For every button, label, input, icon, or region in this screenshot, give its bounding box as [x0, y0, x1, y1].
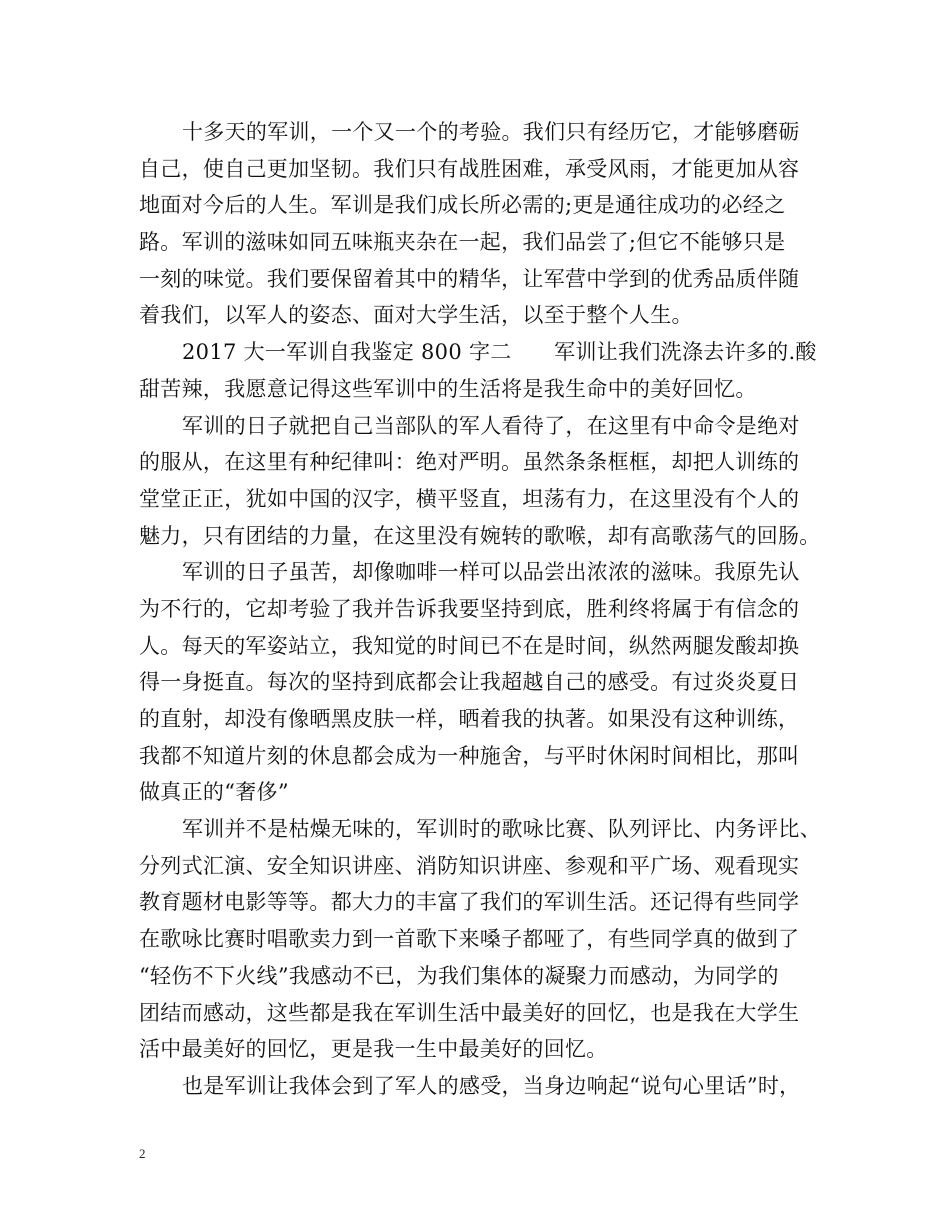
page-number: 2 [139, 1146, 146, 1161]
paragraph-first-line: 军训的日子就把自己当部队的军人看待了，在这里有中命令是绝对 [182, 413, 800, 438]
text-line: 魅力，只有团结的力量，在这里没有婉转的歌喉，却有高歌荡气的回肠。 [139, 523, 821, 548]
paragraph-first-line: 军训的日子虽苦，却像咖啡一样可以品尝出浓浓的滋味。我原先认 [182, 560, 800, 585]
text-line: 路。军训的滋味如同五味瓶夹杂在一起，我们品尝了;但它不能够只是 [139, 230, 786, 255]
text-line: 活中最美好的回忆，更是我一生中最美好的回忆。 [139, 1037, 608, 1062]
paragraph-first-line: 也是军训让我体会到了军人的感受，当身边响起“说句心里话”时， [182, 1073, 801, 1098]
text-line: 分列式汇演、安全知识讲座、消防知识讲座、参观和平广场、观看现实 [139, 853, 800, 878]
text-line: 地面对今后的人生。军训是我们成长所必需的;更是通往成功的必经之 [139, 193, 786, 218]
text-line: 得一身挺直。每次的坚持到底都会让我超越自己的感受。有过炎炎夏日 [139, 670, 800, 695]
text-line: 堂堂正正，犹如中国的汉字，横平竖直，坦荡有力，在这里没有个人的 [139, 486, 800, 511]
text-line: 在歌咏比赛时唱歌卖力到一首歌下来嗓子都哑了，有些同学真的做到了 [139, 927, 800, 952]
text-line: 教育题材电影等等。都大力的丰富了我们的军训生活。还记得有些同学 [139, 890, 800, 915]
text-line: 人。每天的军姿站立，我知觉的时间已不在是时间，纵然两腿发酸却换 [139, 633, 800, 658]
text-line: 着我们，以军人的姿态、面对大学生活，以至于整个人生。 [139, 303, 693, 328]
text-line: 一刻的味觉。我们要保留着其中的精华，让军营中学到的优秀品质伴随 [139, 266, 800, 291]
text-line: 的直射，却没有像晒黑皮肤一样，晒着我的执著。如果没有这种训练， [139, 707, 800, 731]
text-line: 做真正的“奢侈” [139, 780, 289, 805]
text-line: 的服从，在这里有种纪律叫：绝对严明。虽然条条框框，却把人训练的 [139, 450, 800, 475]
text-line: 团结而感动，这些都是我在军训生活中最美好的回忆，也是我在大学生 [139, 1000, 800, 1025]
paragraph-first-line: 军训并不是枯燥无味的，军训时的歌咏比赛、队列评比、内务评比、 [182, 817, 821, 842]
paragraph-first-line: 2017 大一军训自我鉴定 800 字二 军训让我们洗涤去许多的.酸 [182, 340, 817, 365]
text-line: 自己，使自己更加坚韧。我们只有战胜困难，承受风雨，才能更加从容 [139, 156, 800, 181]
text-line: 我都不知道片刻的休息都会成为一种施舍，与平时休闲时间相比，那叫 [139, 743, 800, 768]
text-line: 甜苦辣，我愿意记得这些军训中的生活将是我生命中的美好回忆。 [139, 376, 757, 401]
text-line: “轻伤不下火线”我感动不已，为我们集体的凝聚力而感动，为同学的 [139, 963, 779, 988]
paragraph-first-line: 十多天的军训，一个又一个的考验。我们只有经历它，才能够磨砺 [182, 120, 800, 144]
text-line: 为不行的，它却考验了我并告诉我要坚持到底，胜利终将属于有信念的 [139, 596, 800, 621]
body-text [139, 114, 839, 1105]
